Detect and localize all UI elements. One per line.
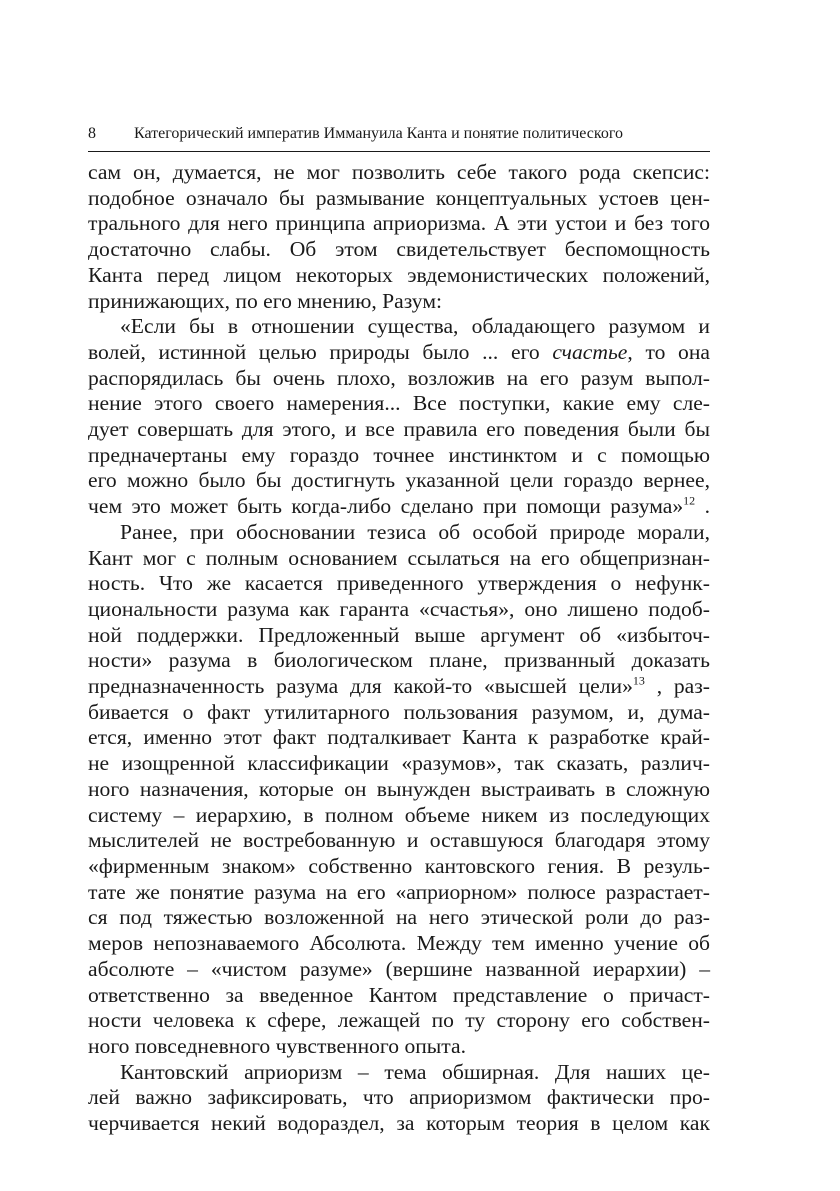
text-line: ности» разума в биологическом плане, призванный доказать (88, 648, 710, 673)
text-line: мыслителей не востребованную и оставшуюся благодаря этому (88, 828, 710, 853)
text-line: циональности разума как гаранта «счастья», оно лишено подоб- (88, 596, 710, 621)
quote-line: нение этого своего намерения... Все поступки, какие ему сле- (88, 391, 710, 416)
text-line: ется, именно этот факт подталкивает Канта к разработке край- (88, 725, 710, 750)
text-line: достаточно слабы. Об этом свидетельствует беспомощность (88, 237, 710, 262)
body-text (88, 160, 710, 1137)
text-segment: волей, истинной целью природы было ... его (88, 339, 540, 364)
text-line: черчивается некий водораздел, за которым теория в целом как (88, 1111, 710, 1136)
text-line: систему – иерархию, в полном объеме никем из последующих (88, 802, 710, 827)
text-line: бивается о факт утилитарного пользования разумом, и, дума- (88, 699, 710, 724)
quote-line: его можно было бы достигнуть указанной цели гораздо вернее, (88, 468, 710, 493)
text-line: меров непознаваемого Абсолюта. Между тем именно учение об (88, 931, 710, 956)
quote-line (88, 340, 710, 366)
running-title: Категорический императив Иммануила Канта и понятие политического (134, 125, 624, 142)
text-line: трального для него принципа априоризма. А эти устои и без того (88, 211, 710, 236)
text-line: абсолюте – «чистом разуме» (вершине названной иерархии) – (88, 956, 710, 981)
text-line: Кантовский априоризм – тема обширная. Для наших це- (120, 1059, 710, 1084)
text-line: тате же понятие разума на его «априорном» полюсе разрастает- (88, 879, 710, 904)
text-line (88, 674, 710, 700)
quote-line: дует совершать для этого, и все правила его поведения были бы (88, 417, 710, 442)
emphasis-schastye: счастье (552, 339, 628, 364)
text-segment: . (704, 494, 710, 519)
text-segment: чем это может быть когда-либо сделано при помощи разума» (88, 494, 684, 519)
quote-line: распорядилась бы очень плохо, возложив на его разум выпол- (88, 365, 710, 390)
text-line: Ранее, при обосновании тезиса об особой природе морали, (120, 519, 710, 544)
text-line: принижающих, по его мнению, Разум: (88, 288, 442, 313)
quote-line: предначертаны ему гораздо точнее инстинктом и с помощью (88, 442, 710, 467)
page-number: 8 (88, 125, 96, 142)
text-segment: , то она (627, 339, 710, 364)
header-rule (88, 151, 710, 152)
quote-line: «Если бы в отношении существа, обладающего разумом и (120, 314, 710, 339)
footnote-ref-12: 12 (683, 493, 696, 508)
text-line: не изощренной классификации «разумов», так сказать, различ- (88, 751, 710, 776)
quote-line (88, 494, 710, 520)
text-line: ся под тяжестью возложенной на него этической роли до раз- (88, 905, 710, 930)
text-line: лей важно зафиксировать, что априоризмом фактически про- (88, 1085, 710, 1110)
text-segment: предназначенность разума для какой-то «высшей цели» (88, 674, 633, 699)
text-line: ной поддержки. Предложенный выше аргумент об «избыточ- (88, 622, 710, 647)
footnote-ref-13: 13 (632, 673, 645, 688)
text-line: «фирменным знаком» собственно кантовского гения. В резуль- (88, 853, 710, 878)
text-line: ного назначения, которые он вынужден выстраивать в сложную (88, 776, 710, 801)
text-line: ность. Что же касается приведенного утверждения о нефунк- (88, 571, 710, 596)
text-line: ного повседневного чувственного опыта. (88, 1033, 466, 1058)
running-head (88, 124, 710, 144)
text-line: ответственно за введенное Кантом представление о причаст- (88, 982, 710, 1007)
text-line: Канта перед лицом некоторых эвдемонистических положений, (88, 262, 710, 287)
text-line: подобное означало бы размывание концептуальных устоев цен- (88, 185, 710, 210)
text-line: ности человека к сфере, лежащей по ту сторону его собствен- (88, 1008, 710, 1033)
text-segment: , раз- (656, 674, 710, 699)
text-line: сам он, думается, не мог позволить себе такого рода скепсис: (88, 160, 710, 184)
text-line: Кант мог с полным основанием ссылаться на его общепризнан- (88, 545, 710, 570)
